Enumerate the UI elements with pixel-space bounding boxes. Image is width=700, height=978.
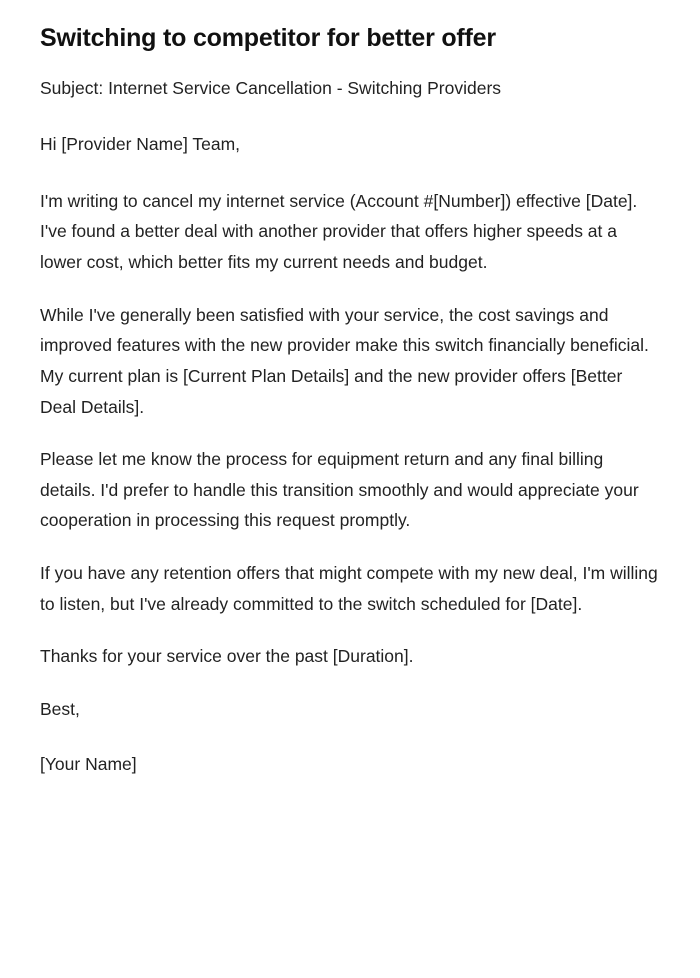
- closing: Best,: [40, 698, 80, 719]
- page-title: Switching to competitor for better offer: [40, 24, 496, 52]
- salutation: Hi [Provider Name] Team,: [40, 134, 241, 155]
- subject-line: Subject: Internet Service Cancellation - Switching Providers: [40, 77, 502, 98]
- body-paragraph-3: Please let me know the process for equipment return and any final billing details. I'd prefer to handle this transition smoothly and would appreciate your cooperation in processing this request promptly.: [40, 449, 639, 531]
- signature: [Your Name]: [40, 753, 137, 774]
- body-paragraph-5: Thanks for your service over the past [Duration].: [40, 646, 414, 667]
- body-paragraph-2: While I've generally been satisfied with your service, the cost savings and improved features with the new provider make this switch financially beneficial. My current plan is [Current Plan Details] and the new provider offers [Better Deal Details].: [40, 304, 649, 417]
- body-paragraph-4: If you have any retention offers that might compete with my new deal, I'm willing to listen, but I've already committed to the switch scheduled for [Date].: [40, 563, 658, 614]
- body-paragraph-1: I'm writing to cancel my internet service (Account #[Number]) effective [Date]. I've found a better deal with another provider that offers higher speeds at a lower cost, which better fits my current needs and budget.: [40, 190, 638, 272]
